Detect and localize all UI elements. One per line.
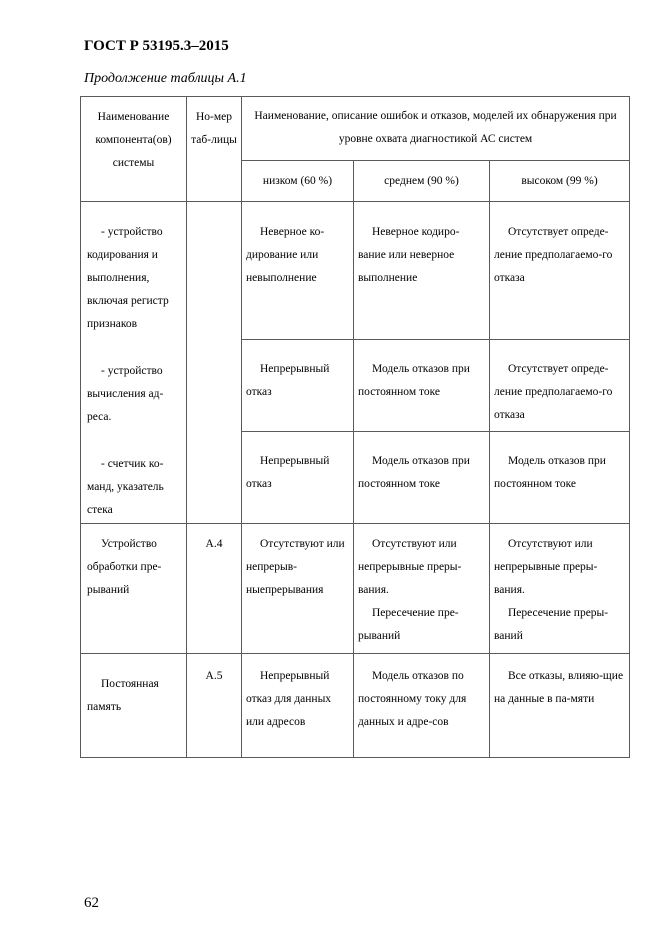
header-level-high: высоком (99 %) <box>490 161 630 202</box>
header-table-number: Но-мер таб-лицы <box>187 97 242 202</box>
cell-medium: Отсутствуют или непрерывные преры-вания. Пересечение пре-рываний <box>354 524 490 654</box>
header-description: Наименование, описание ошибок и отказов, моделей их обнаружения при уровне охвата диагностикой АС систем <box>242 97 630 161</box>
cell-high: Отсутствуют или непрерывные преры-вания. Пересечение преры-ваний <box>490 524 630 654</box>
table-number-cell: А.4 <box>187 524 242 654</box>
component-encoder: - устройство кодирования и выполнения, включая регистр признаков <box>87 226 169 330</box>
cell-low: Непрерывный отказ <box>242 340 354 432</box>
header-row-top <box>81 97 630 161</box>
table-number-cell: А.5 <box>187 654 242 758</box>
cell-medium: Неверное кодиро-вание или неверное выполнение <box>354 202 490 340</box>
cell-low: Неверное ко-дирование или невыполнение <box>242 202 354 340</box>
table-continuation-caption: Продолжение таблицы А.1 <box>84 71 247 86</box>
component-cell-group <box>81 202 187 524</box>
cell-medium: Модель отказов по постоянному току для данных и адре-сов <box>354 654 490 758</box>
component-cell: Постоянная память <box>81 654 187 758</box>
component-program-counter: - счетчик ко-манд, указатель стека <box>87 458 164 516</box>
table-row <box>81 202 630 340</box>
cell-low: Непрерывный отказ для данных или адресов <box>242 654 354 758</box>
header-component: Наименование компонента(ов) системы <box>81 97 187 202</box>
table-row <box>81 654 630 758</box>
cell-high: Все отказы, влияю-щие на данные в па-мяти <box>490 654 630 758</box>
cell-low: Отсутствуют или непрерыв-ныепрерывания <box>242 524 354 654</box>
header-level-low: низком (60 %) <box>242 161 354 202</box>
table-row <box>81 524 630 654</box>
page-number: 62 <box>84 895 99 911</box>
cell-medium: Модель отказов при постоянном токе <box>354 432 490 524</box>
component-cell: Устройство обработки пре-рываний <box>81 524 187 654</box>
cell-high: Отсутствует опреде-ление предполагаемо-го отказа <box>490 340 630 432</box>
cell-high: Модель отказов при постоянном токе <box>490 432 630 524</box>
table-number-cell <box>187 202 242 524</box>
header-level-medium: среднем (90 %) <box>354 161 490 202</box>
cell-high: Отсутствует опреде-ление предполагаемо-го отказа <box>490 202 630 340</box>
cell-low: Непрерывный отказ <box>242 432 354 524</box>
component-address-unit: - устройство вычисления ад-реса. <box>87 365 164 423</box>
cell-medium: Модель отказов при постоянном токе <box>354 340 490 432</box>
document-id: ГОСТ Р 53195.3–2015 <box>84 38 229 54</box>
faults-table <box>80 96 630 758</box>
